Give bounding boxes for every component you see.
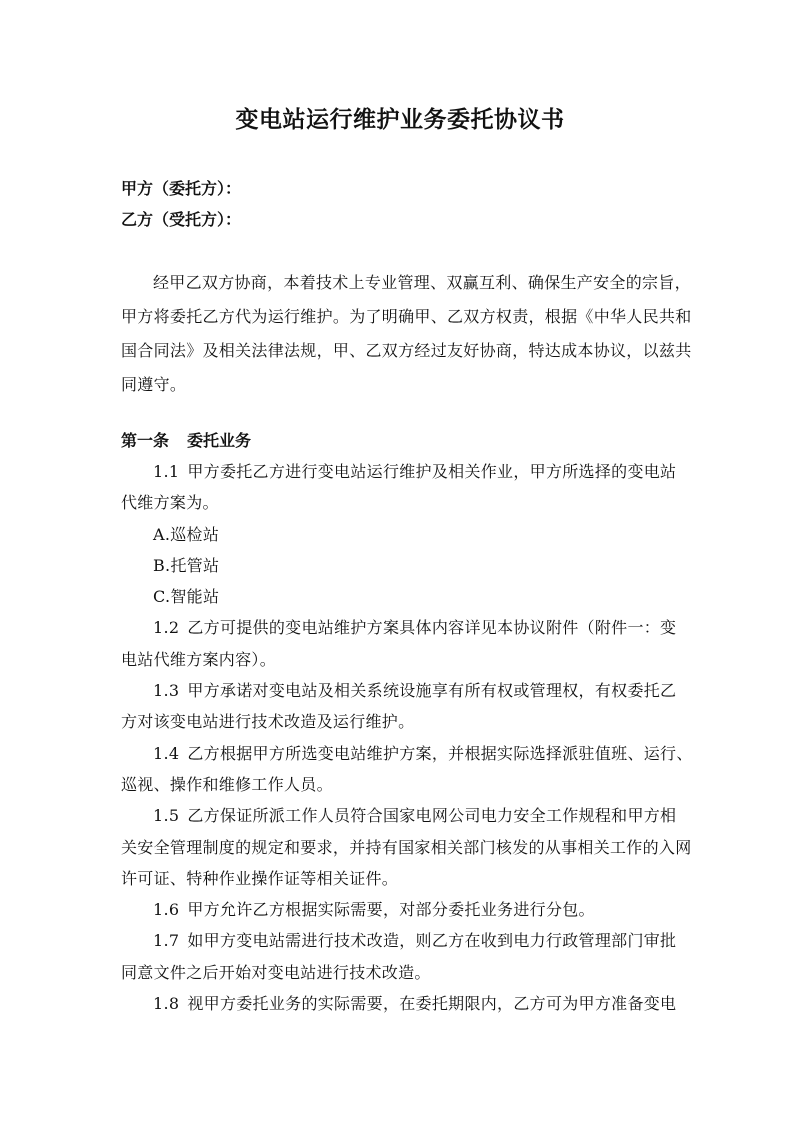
clause-text: 乙方保证所派工作人员符合国家电网公司电力安全工作规程和甲方相	[187, 806, 677, 826]
clause-text: 甲方承诺对变电站及相关系统设施享有所有权或管理权，有权委托乙	[187, 681, 677, 701]
clause-number: 1.5	[153, 806, 180, 826]
clause-text: 甲方委托乙方进行变电站运行维护及相关作业，甲方所选择的变电站	[187, 462, 677, 481]
clause-1-2	[121, 612, 687, 643]
clause-1-6	[121, 894, 687, 925]
clause-1-8	[121, 988, 687, 1019]
clause-text-continued: 同意文件之后开始对变电站进行技术改造。	[121, 962, 431, 982]
clause-number: 1.3	[153, 681, 180, 701]
clause-number: 1.8	[153, 994, 180, 1014]
clause-text-continued: 巡视、操作和维修工作人员。	[121, 774, 333, 794]
clause-list	[121, 456, 693, 1019]
preamble-line: 同遵守。	[121, 375, 187, 394]
clause-text-continued: 方对该变电站进行技术改造及运行维护。	[121, 712, 415, 732]
clause-text-continued: 许可证、特种作业操作证等相关证件。	[121, 868, 399, 888]
clause-text: 甲方允许乙方根据实际需要，对部分委托业务进行分包。	[187, 900, 595, 920]
section-title: 委托业务	[187, 431, 252, 450]
clause-text: 视甲方委托业务的实际需要，在委托期限内，乙方可为甲方准备变电	[187, 994, 677, 1014]
clause-number: 1.4	[153, 743, 180, 763]
clause-number: 1.2	[153, 618, 180, 638]
option-a: A.巡检站	[153, 524, 220, 544]
preamble-line: 经甲乙双方协商，本着技术上专业管理、双赢互利、确保生产安全的宗旨，	[153, 273, 691, 292]
clause-1-7	[121, 925, 687, 956]
clause-text: 乙方根据甲方所选变电站维护方案，并根据实际选择派驻值班、运行、	[187, 743, 693, 763]
option-c: C.智能站	[153, 587, 220, 607]
clause-number: 1.7	[153, 931, 180, 951]
section-heading	[121, 428, 251, 451]
party-b-label: 乙方（受托方）：	[121, 210, 242, 229]
clause-text-continued: 关安全管理制度的规定和要求，并持有国家相关部门核发的从事相关工作的入网	[121, 837, 692, 857]
clause-1-5	[121, 800, 687, 831]
document-title: 变电站运行维护业务委托协议书	[235, 107, 565, 133]
section-number: 第一条	[121, 431, 170, 450]
preamble-line: 甲方将委托乙方代为运行维护。为了明确甲、乙双方权责，根据《中华人民共和	[121, 307, 692, 326]
clause-1-3	[121, 675, 687, 706]
preamble-line: 国合同法》及相关法律法规，甲、乙双方经过友好协商，特达成本协议，以兹共	[121, 341, 692, 360]
clause-text: 如甲方变电站需进行技术改造，则乙方在收到电力行政管理部门审批	[187, 931, 677, 951]
preamble-paragraph	[121, 266, 692, 402]
clause-number: 1.6	[153, 900, 180, 920]
clause-text-continued: 电站代维方案内容）。	[121, 649, 277, 669]
clause-text-continued: 代维方案为。	[121, 493, 219, 513]
option-b: B.托管站	[153, 555, 220, 575]
clause-1-4	[121, 738, 693, 769]
clause-text: 乙方可提供的变电站维护方案具体内容详见本协议附件（附件一：变	[187, 618, 677, 638]
clause-number: 1.1	[153, 462, 180, 481]
party-a-label: 甲方（委托方）：	[121, 179, 242, 198]
clause-1-1	[121, 456, 687, 487]
